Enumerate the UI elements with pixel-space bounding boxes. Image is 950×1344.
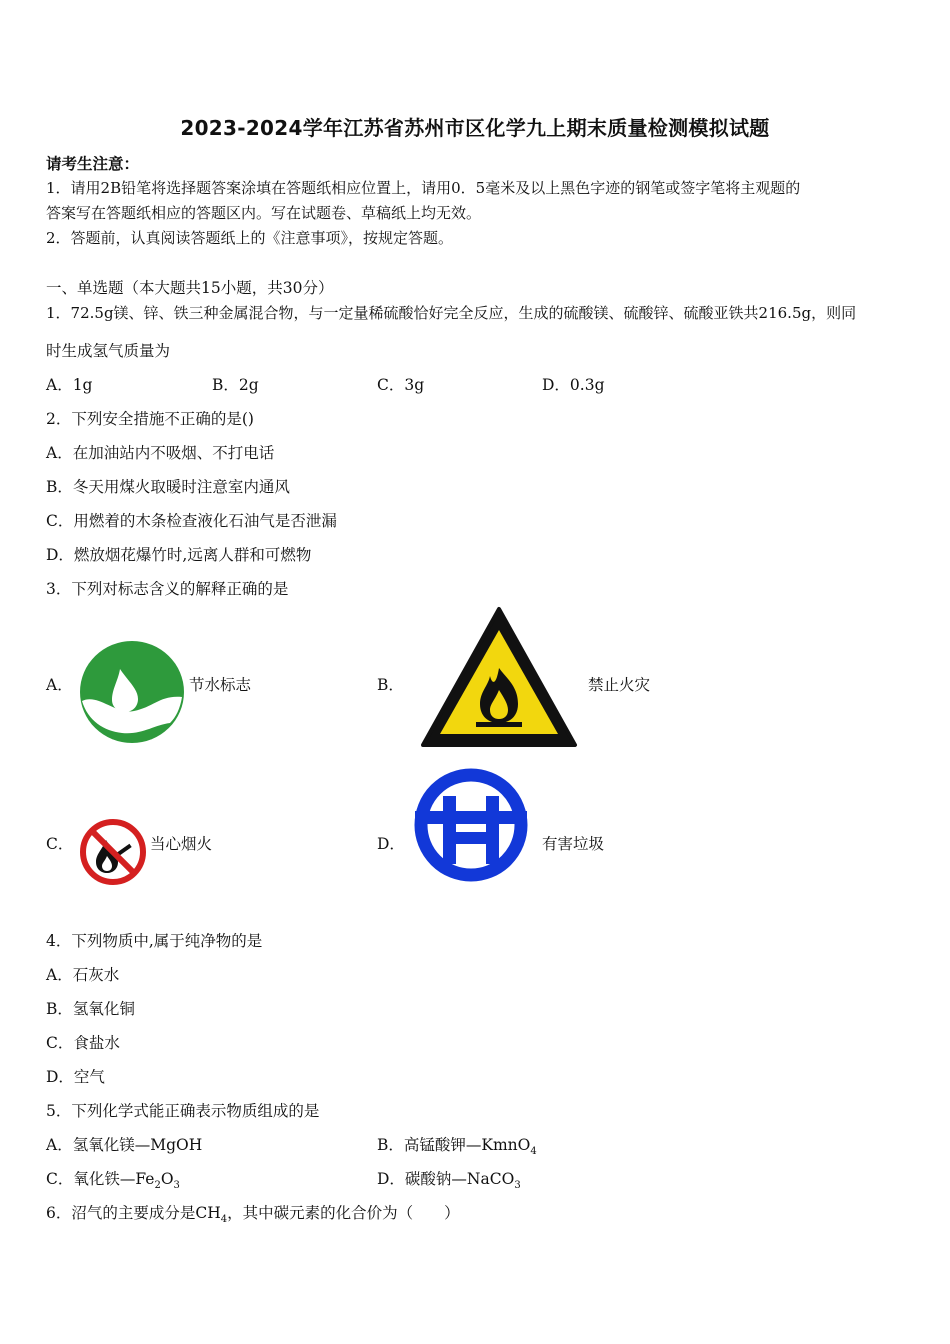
q3-option-d-label: 有害垃圾 (542, 835, 605, 853)
q5-option-c (46, 1167, 180, 1191)
q5-option-d (377, 1167, 521, 1191)
fire-warning-triangle-icon (420, 606, 578, 748)
q3-option-b-label: 禁止火灾 (588, 676, 651, 694)
q6-stem-pre: 6．沼气的主要成分是CH (46, 1204, 221, 1222)
hazardous-waste-sign-icon (413, 766, 529, 884)
q1-stem: 1．72.5g镁、锌、铁三种金属混合物，与一定量稀硫酸恰好完全反应，生成的硫酸镁、硫酸锌、硫酸亚铁共216.5g，则同 (46, 304, 857, 322)
q5-option-d-sub: 3 (514, 1180, 521, 1192)
q3-option-d-letter: D． (377, 835, 405, 853)
notice-line-1: 1．请用2B铅笔将选择题答案涂填在答题纸相应位置上，请用0．5毫米及以上黑色字迹的钢笔或签字笔将主观题的 (46, 179, 801, 197)
q3-stem: 3．下列对标志含义的解释正确的是 (46, 580, 289, 598)
q1-option-d: D．0.3g (542, 376, 605, 394)
page-title: 2023-2024学年江苏省苏州市区化学九上期末质量检测模拟试题 (180, 116, 770, 140)
q2-stem: 2．下列安全措施不正确的是() (46, 410, 254, 428)
q5-option-b-text: B．高锰酸钾—KmnO (377, 1136, 531, 1154)
q5-option-b (377, 1133, 537, 1157)
q1-stem-cont: 时生成氢气质量为 (46, 342, 171, 360)
q6-stem-sub: 4 (220, 1214, 228, 1226)
q2-option-b: B．冬天用煤火取暖时注意室内通风 (46, 478, 290, 496)
q3-option-a-label: 节水标志 (189, 676, 252, 694)
q4-option-c: C．食盐水 (46, 1034, 120, 1052)
q5-option-c-sub1: 2 (154, 1180, 161, 1192)
q5-option-c-sub2: 3 (173, 1180, 180, 1192)
q4-option-b: B．氢氧化铜 (46, 1000, 135, 1018)
q1-option-b: B．2g (212, 376, 259, 394)
water-saving-sign-icon (78, 639, 186, 745)
q3-option-c-label: 当心烟火 (150, 835, 213, 853)
q5-stem: 5．下列化学式能正确表示物质组成的是 (46, 1102, 320, 1120)
q3-option-c-letter: C． (46, 835, 74, 853)
q6-stem (46, 1201, 460, 1225)
q2-option-d: D．燃放烟花爆竹时,远离人群和可燃物 (46, 546, 312, 564)
q2-option-a: A．在加油站内不吸烟、不打电话 (46, 444, 275, 462)
q5-option-b-sub: 4 (530, 1146, 537, 1158)
q5-option-a: A．氢氧化镁—MgOH (46, 1136, 203, 1154)
q3-option-a-letter: A． (46, 676, 73, 694)
q5-option-c-mid: O (160, 1170, 174, 1188)
no-fire-sign-icon (78, 818, 148, 886)
q1-option-c: C．3g (377, 376, 425, 394)
notice-heading: 请考生注意： (46, 154, 140, 173)
q5-option-c-text: C．氧化铁—Fe (46, 1170, 155, 1188)
q6-stem-post: ，其中碳元素的化合价为（ ） (227, 1204, 460, 1222)
q5-option-d-text: D．碳酸钠—NaCO (377, 1170, 515, 1188)
q4-option-a: A．石灰水 (46, 966, 120, 984)
q3-option-b-letter: B． (377, 676, 404, 694)
notice-line-1b: 答案写在答题纸相应的答题区内。写在试题卷、草稿纸上均无效。 (46, 204, 482, 222)
q4-stem: 4．下列物质中,属于纯净物的是 (46, 932, 263, 950)
q1-option-a: A．1g (46, 376, 93, 394)
q2-option-c: C．用燃着的木条检查液化石油气是否泄漏 (46, 512, 337, 530)
section-heading: 一、单选题（本大题共15小题，共30分） (46, 279, 334, 297)
notice-line-2: 2．答题前，认真阅读答题纸上的《注意事项》，按规定答题。 (46, 229, 454, 247)
q4-option-d: D．空气 (46, 1068, 105, 1086)
